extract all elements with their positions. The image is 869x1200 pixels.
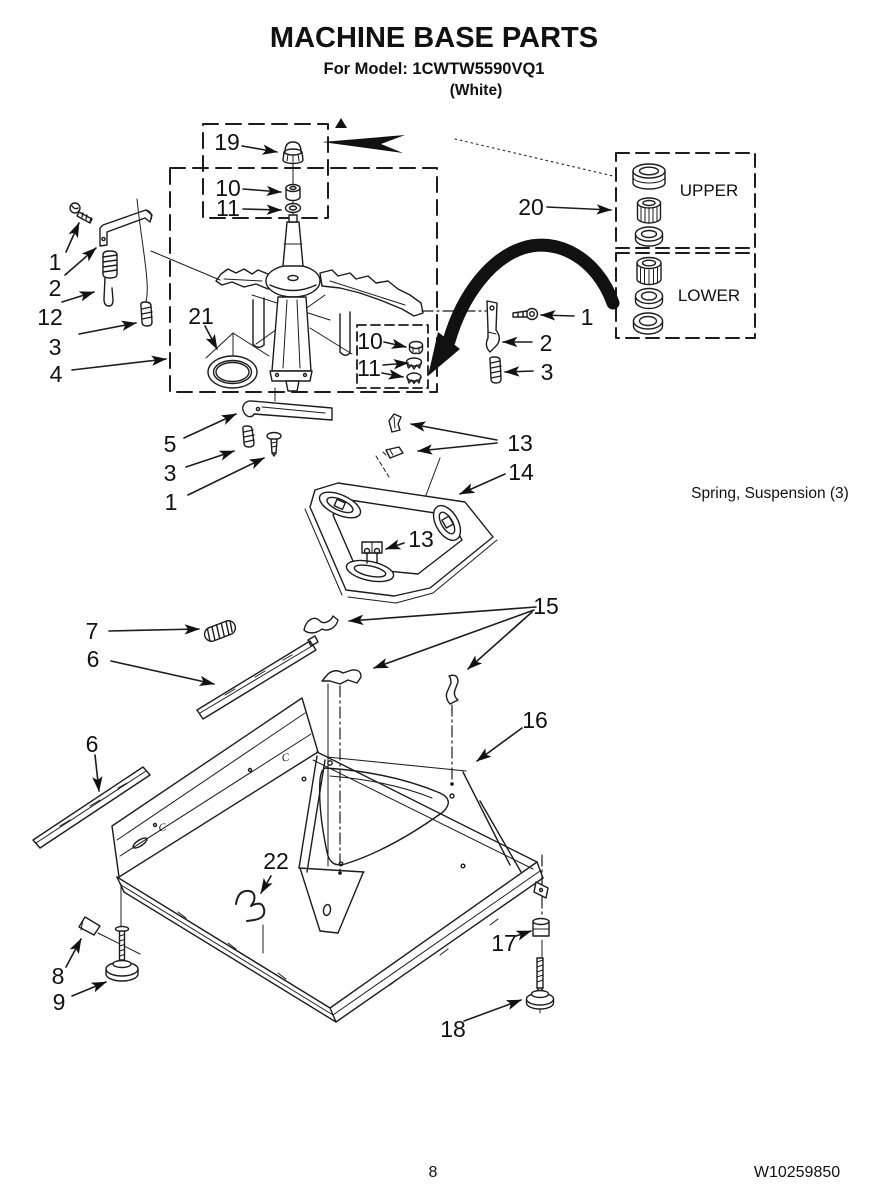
upper-kit-label: UPPER	[679, 181, 739, 200]
direction-arrow-icon	[322, 118, 405, 153]
callout-13: 13	[507, 430, 533, 456]
small-spring-part	[141, 302, 152, 326]
callout-16: 16	[522, 707, 548, 733]
callout-3c: 3	[163, 460, 177, 486]
bearing-nut-kit	[407, 342, 423, 384]
callout-1c: 1	[164, 489, 178, 515]
callout-leaders	[62, 146, 611, 1021]
callout-4: 4	[49, 361, 63, 387]
callout-22: 22	[263, 848, 289, 874]
page-title: MACHINE BASE PARTS	[269, 22, 599, 54]
callout-10b: 10	[357, 328, 383, 354]
reference-dotted-line	[455, 139, 613, 176]
mounting-screw-part	[70, 203, 92, 223]
check-spring-7	[203, 619, 238, 644]
callout-3: 3	[48, 334, 62, 360]
part-stamp-c2: C	[280, 751, 291, 765]
suspension-plate	[305, 483, 497, 603]
callout-15: 15	[533, 593, 559, 619]
callout-9: 9	[52, 989, 66, 1015]
callout-18: 18	[440, 1016, 466, 1042]
callout-11b: 11	[357, 355, 381, 381]
upper-bearing-kit	[633, 164, 665, 246]
leveling-leg-left	[79, 917, 140, 981]
suspension-spring-part	[103, 251, 117, 306]
callout-11: 11	[216, 195, 240, 221]
callout-2: 2	[48, 275, 62, 301]
suspension-pads-15	[304, 616, 458, 704]
callout-1: 1	[48, 249, 62, 275]
callout-7: 7	[85, 618, 99, 644]
lower-kit-label: LOWER	[677, 286, 741, 305]
callout-21: 21	[188, 303, 214, 329]
callout-12: 12	[37, 304, 63, 330]
page-number: 8	[428, 1164, 438, 1181]
machine-base-frame	[112, 698, 548, 1022]
callout-14: 14	[508, 459, 534, 485]
callout-10: 10	[215, 175, 241, 201]
callout-6b: 6	[85, 731, 99, 757]
callout-5: 5	[163, 431, 177, 457]
callout-6: 6	[86, 646, 100, 672]
model-line: For Model: 1CWTW5590VQ1	[323, 60, 545, 78]
gearcase-mounting-bracket	[243, 401, 332, 456]
part-stamp-c1: C	[157, 821, 168, 835]
callout-3b: 3	[540, 359, 554, 385]
callout-2b: 2	[539, 330, 553, 356]
spring-suspension-note: Spring, Suspension (3)	[691, 485, 849, 502]
callout-17: 17	[491, 930, 517, 956]
callout-19: 19	[214, 129, 240, 155]
lower-bearing-kit	[634, 258, 663, 335]
callout-13b: 13	[408, 526, 434, 552]
document-number: W10259850	[753, 1164, 841, 1181]
leveling-leg-right	[527, 919, 554, 1010]
callout-20: 20	[518, 194, 544, 220]
callout-8: 8	[51, 963, 65, 989]
callout-1b: 1	[580, 304, 594, 330]
ground-hook-22	[236, 891, 264, 921]
finish-line: (White)	[449, 82, 503, 99]
